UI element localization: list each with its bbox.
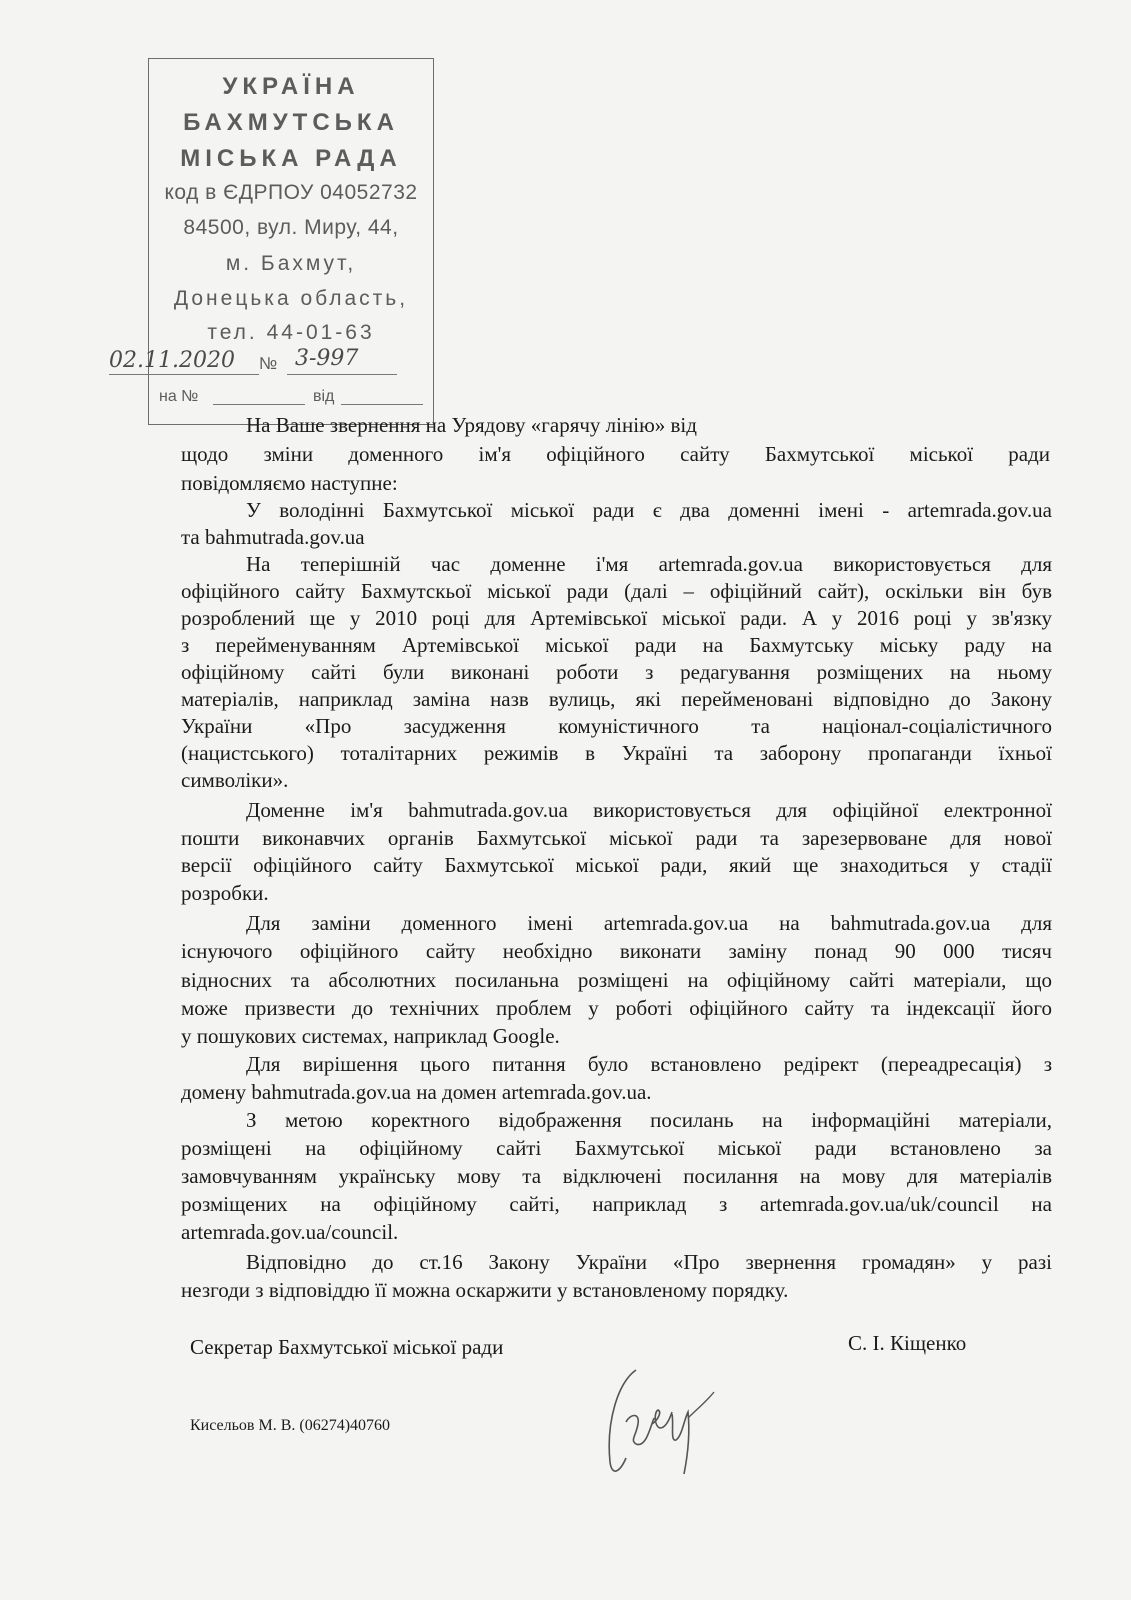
body-line: На Ваше звернення на Урядову «гарячу лінію» від: [246, 413, 697, 437]
body-line: існуючого офіційного сайту необхідно виконати заміну понад 90 000 тисяч: [181, 939, 1052, 963]
body-line: у пошукових системах, наприклад Google.: [181, 1024, 560, 1048]
reference-label: на №: [159, 388, 199, 405]
number-label: №: [259, 354, 278, 373]
stamp-country: УКРАЇНА: [222, 73, 360, 100]
body-line: Доменне ім'я bahmutrada.gov.ua використовується для офіційної електронної: [246, 798, 1052, 822]
signatory-position: Секретар Бахмутської міської ради: [190, 1335, 504, 1359]
body-line: повідомляємо наступне:: [181, 471, 398, 495]
body-line: Відповідно до ст.16 Закону України «Про звернення громадян» у разі: [246, 1250, 1052, 1274]
body-line: замовчуванням українську мову та відключені посилання на мову для матеріалів: [181, 1164, 1052, 1188]
reference-row: [159, 386, 429, 410]
body-line: З метою коректного відображення посилань на інформаційні матеріали,: [246, 1108, 1052, 1132]
body-line: Для вирішення цього питання було встановлено редірект (переадресація) з: [246, 1052, 1052, 1076]
body-line: На теперішній час доменне і'мя artemrada.gov.ua використовується для: [246, 552, 1052, 576]
body-line: розробки.: [181, 881, 269, 905]
reference-from-label: від: [313, 388, 335, 405]
registration-row: [109, 348, 429, 380]
stamp-phone: тел. 44-01-63: [207, 321, 375, 344]
body-line: з перейменуванням Артемівської міської ради на Бахмутську міську раду на: [181, 633, 1052, 657]
body-line: версії офіційного сайту Бахмутської міської ради, який ще знаходиться у стадії: [181, 853, 1052, 877]
body-line: офіційного сайту Бахмутскьої міської ради (далі – офіційний сайт), оскільки він був: [181, 579, 1052, 603]
body-line: та bahmutrada.gov.ua: [181, 525, 365, 549]
body-line: розміщені на офіційному сайті Бахмутської міської ради встановлено за: [181, 1136, 1052, 1160]
stamp-edrpou: код в ЄДРПОУ 04052732: [164, 181, 418, 204]
stamp-town: м. Бахмут,: [225, 252, 357, 275]
body-line: (нацистського) тоталітарних режимів в Україні та заборону пропаганди їхньої: [181, 741, 1052, 765]
body-line: може призвести до технічних проблем у роботі офіційного сайту та індексації його: [181, 996, 1052, 1020]
body-line: розміщених на офіційному сайті, наприклад з artemrada.gov.ua/uk/council на: [181, 1192, 1052, 1216]
number-underline: [287, 374, 397, 375]
body-line: artemrada.gov.ua/council.: [181, 1220, 399, 1244]
reference-underline: [213, 404, 305, 405]
stamp-region: Донецька область,: [173, 287, 409, 310]
date-underline: [109, 374, 259, 375]
body-line: матеріалів, наприклад заміна назв вулиць, які перейменовані відповідно до Закону: [181, 687, 1052, 711]
body-line: незгоди з відповіддю її можна оскаржити у встановленому порядку.: [181, 1278, 789, 1302]
signatory-name: С. І. Кіщенко: [848, 1331, 967, 1355]
body-line: відносних та абсолютних посиланьна розміщені на офіційному сайті матеріали, що: [181, 968, 1052, 992]
executor-contact: Кисельов М. В. (06274)40760: [190, 1417, 391, 1434]
body-line: розроблений ще у 2010 році для Артемівської міської ради. А у 2016 році у зв'язку: [181, 606, 1052, 630]
stamp-address: 84500, вул. Миру, 44,: [183, 216, 399, 239]
registration-number: 3-997: [295, 346, 359, 371]
body-line: пошти виконавчих органів Бахмутської міської ради та зарезервоване для нової: [181, 826, 1052, 850]
reference-date-underline: [341, 404, 423, 405]
body-line: офіційному сайті були виконані роботи з редагування розміщених на ньому: [181, 660, 1052, 684]
body-line: щодо зміни доменного ім'я офіційного сайту Бахмутської міської ради: [181, 442, 1050, 466]
body-line: символіки».: [181, 768, 289, 792]
body-line: домену bahmutrada.gov.ua на домен artemrada.gov.ua.: [181, 1080, 652, 1104]
stamp-council: МІСЬКА РАДА: [180, 145, 402, 172]
stamp-city: БАХМУТСЬКА: [183, 109, 399, 136]
body-line: У володінні Бахмутської міської ради є два доменні імені - artemrada.gov.ua: [246, 498, 1052, 522]
body-line: Для заміни доменного імені artemrada.gov.ua на bahmutrada.gov.ua для: [246, 911, 1052, 935]
handwritten-signature: [596, 1362, 726, 1492]
registration-date: 02.11.2020: [109, 348, 235, 373]
body-line: України «Про засудження комуністичного та націонал-соціалістичного: [181, 714, 1052, 738]
council-stamp: [109, 58, 434, 425]
